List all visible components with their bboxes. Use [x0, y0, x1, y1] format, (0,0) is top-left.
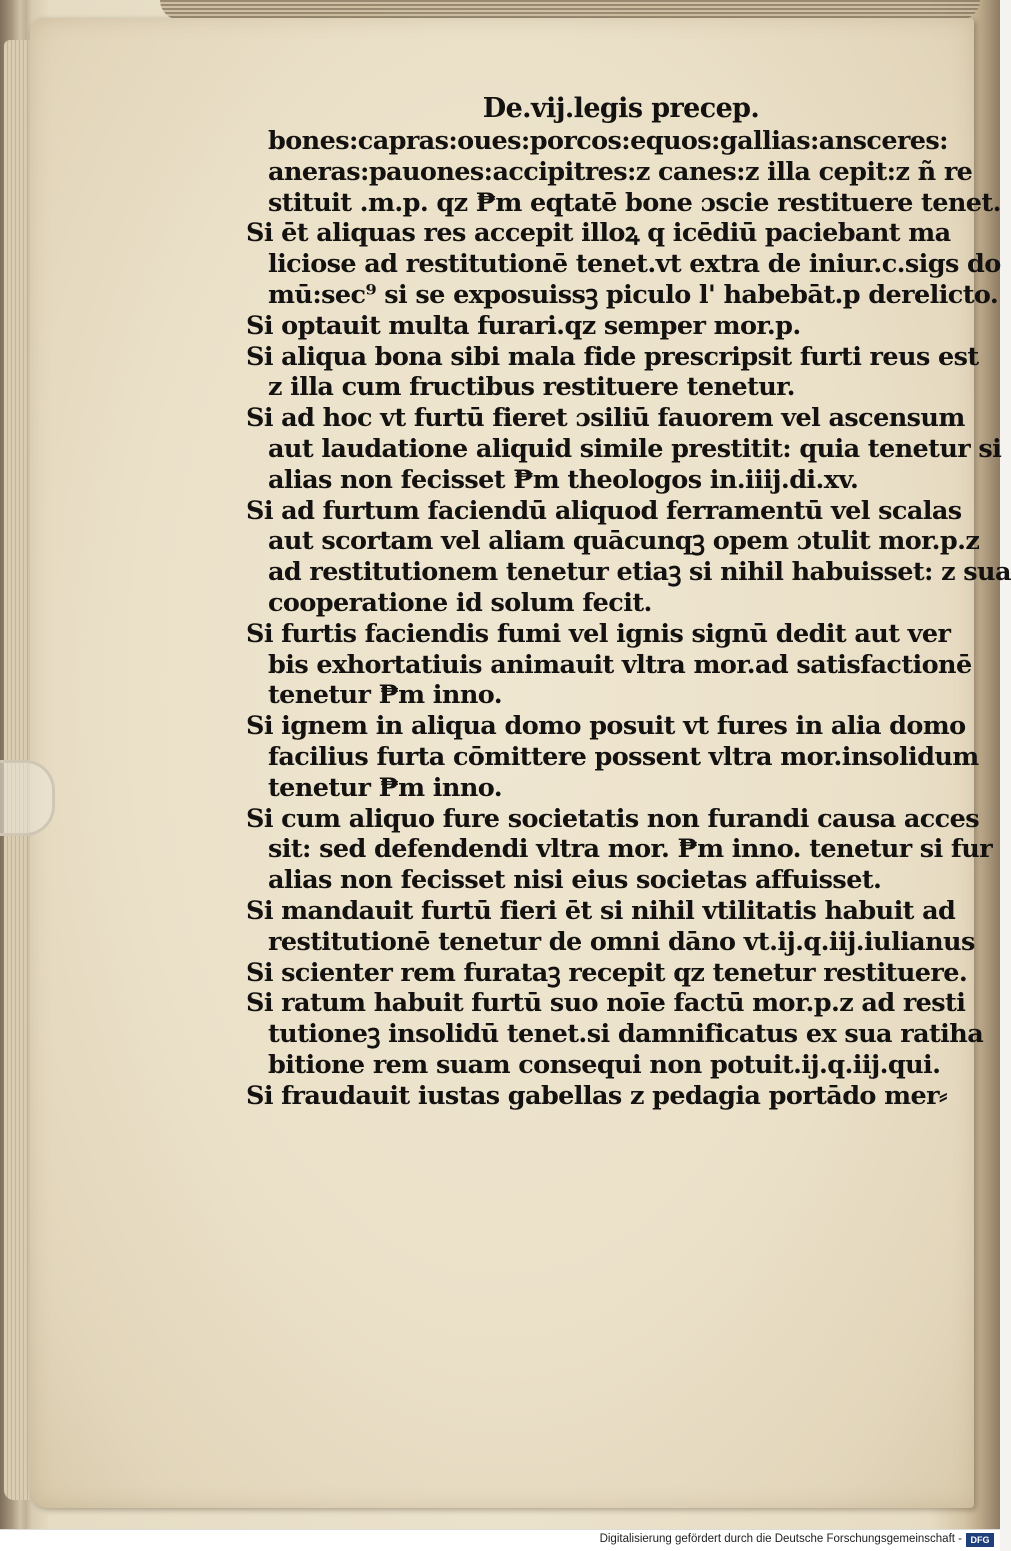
paragraph-first-line: Si ignem in aliqua domo posuit vt fures in alia domo — [246, 711, 966, 742]
text-line: bis exhortatiuis animauit vltra mor.ad satisfactionē — [268, 649, 972, 680]
text-line: ad restitutionem tenetur etiaꝫ si nihil habuisset: z sua — [268, 557, 1011, 588]
paragraph-first-line: Si ēt aliquas res accepit illoꝝ q icēdiū paciebant ma — [246, 218, 951, 249]
text-line: sit: sed defendendi vltra mor. ₱m inno. tenetur si fur — [268, 834, 993, 865]
paragraph-first-line: Si ratum habuit furtū suo noīe factū mor.p.z ad resti — [246, 988, 966, 1019]
text-line: tenetur ₱m inno. — [268, 680, 502, 711]
paragraph-first-line: Si furtis faciendis fumi vel ignis signū dedit aut ver — [246, 618, 951, 649]
book-top-edge — [160, 0, 980, 20]
footer-credit: Digitalisierung gefördert durch die Deutsche Forschungsgemeinschaft - — [599, 1533, 962, 1545]
paragraph-first-line: Si scienter rem furataꝫ recepit qz tenetur restituere. — [246, 957, 968, 988]
paragraph-first-line: Si aliqua bona sibi mala fide prescripsit furti reus est — [246, 341, 979, 372]
paragraph-first-line: Si fraudauit iustas gabellas z pedagia portādo mer⸗ — [246, 1080, 947, 1111]
dfg-logo-icon: DFG — [966, 1533, 994, 1547]
running-header: De.vij.legis precep. — [482, 93, 760, 124]
text-lines — [246, 126, 1011, 1112]
footer-bar — [0, 1529, 1000, 1551]
text-line: bitione rem suam consequi non potuit.ij.q.iij.qui. — [268, 1049, 941, 1080]
text-line: stituit .m.p. qz ₱m eqtatē bone ɔscie restituere tenet. — [268, 187, 1001, 218]
text-line: tutioneꝫ insolidū tenet.si damnificatus ex sua ratiha — [268, 1019, 984, 1050]
paragraph-first-line: Si ad furtum faciendū aliquod ferramentū vel scalas — [246, 495, 962, 526]
text-line: mū:sec⁹ si se exposuissꝫ piculo l' habebāt.p derelicto. — [268, 279, 999, 310]
text-line: alias non fecisset nisi eius societas affuisset. — [268, 865, 882, 896]
paragraph-first-line: Si cum aliquo fure societatis non furandi causa acces — [246, 803, 979, 834]
text-line: bones:capras:oues:porcos:equos:gallias:ansceres: — [268, 126, 948, 156]
paragraph-first-line: Si mandauit furtū fieri ēt si nihil vtilitatis habuit ad — [246, 895, 956, 926]
text-line: tenetur ₱m inno. — [268, 772, 502, 803]
text-line: alias non fecisset ₱m theologos in.iiij.di.xv. — [268, 464, 859, 495]
text-line: aneras:pauones:accipitres:z canes:z illa cepit:z ñ re — [268, 156, 973, 187]
clasp-mark — [0, 760, 55, 836]
text-line: liciose ad restitutionē tenet.vt extra de iniur.c.sigs do — [268, 249, 1001, 280]
page-text — [246, 92, 1011, 1112]
text-line: restitutionē tenetur de omni dāno vt.ij.q.iij.iulianus — [268, 926, 975, 957]
text-line: aut scortam vel aliam quācunqꝫ opem ɔtulit mor.p.z — [268, 526, 980, 557]
paragraph-first-line: Si optauit multa furari.qz semper mor.p. — [246, 310, 801, 341]
paragraph-first-line: Si ad hoc vt furtū fieret ɔsiliū fauorem vel ascensum — [246, 403, 965, 434]
text-line: aut laudatione aliquid simile prestitit: quia tenetur si — [268, 433, 1002, 464]
text-line: cooperatione id solum fecit. — [268, 587, 652, 618]
text-line: facilius furta cōmittere possent vltra mor.insolidum — [268, 741, 979, 772]
text-line: z illa cum fructibus restituere tenetur. — [268, 372, 795, 403]
